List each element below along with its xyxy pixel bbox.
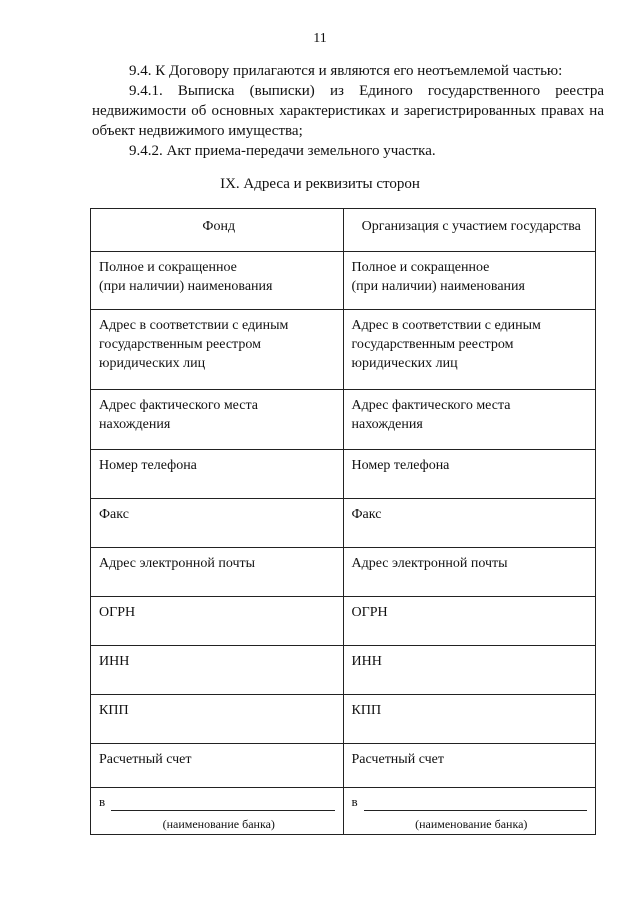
full-name-label-line2: (при наличии) наименования bbox=[99, 279, 273, 294]
cell-fund-inn: ИНН bbox=[91, 646, 344, 695]
bank-caption: (наименование банка) bbox=[415, 817, 528, 831]
actual-address-label-line1: Адрес фактического места bbox=[351, 398, 511, 413]
legal-address-label-line3: юридических лиц bbox=[351, 356, 458, 371]
row-full-name bbox=[91, 252, 596, 310]
legal-address-label-line2: государственным реестром bbox=[99, 337, 261, 352]
cell-org-kpp: КПП bbox=[343, 695, 596, 744]
cell-fund-phone: Номер телефона bbox=[91, 450, 344, 499]
row-account bbox=[91, 744, 596, 788]
bank-blank-line bbox=[111, 796, 335, 811]
row-email bbox=[91, 548, 596, 597]
cell-org-actual-address bbox=[343, 390, 596, 450]
row-legal-address bbox=[91, 310, 596, 390]
legal-address-label-line2: государственным реестром bbox=[351, 337, 514, 352]
row-actual-address bbox=[91, 390, 596, 450]
actual-address-label-line2: нахождения bbox=[351, 417, 423, 432]
cell-org-phone: Номер телефона bbox=[343, 450, 596, 499]
cell-fund-fax: Факс bbox=[91, 499, 344, 548]
full-name-label-line1: Полное и сокращенное bbox=[99, 260, 237, 275]
legal-address-label-line1: Адрес в соответствии с единым bbox=[99, 318, 289, 333]
bank-blank-line bbox=[364, 796, 588, 811]
page-number: 11 bbox=[313, 31, 327, 46]
cell-org-bank bbox=[343, 788, 596, 835]
full-name-label-line1: Полное и сокращенное bbox=[351, 260, 490, 275]
actual-address-label-line1: Адрес фактического места bbox=[99, 398, 258, 413]
bank-prefix: в bbox=[351, 794, 358, 809]
row-bank bbox=[91, 788, 596, 835]
header-organization: Организация с участием государства bbox=[343, 209, 596, 252]
paragraph-9-4-1: 9.4.1. Выписка (выписки) из Единого государственного реестра недвижимости об основных характеристиках и зарегистрированных правах на объект недвижимого имущества; bbox=[92, 83, 604, 139]
cell-fund-full-name bbox=[91, 252, 344, 310]
table-header-row bbox=[91, 209, 596, 252]
legal-address-label-line1: Адрес в соответствии с единым bbox=[351, 318, 541, 333]
cell-fund-kpp: КПП bbox=[91, 695, 344, 744]
cell-org-ogrn: ОГРН bbox=[343, 597, 596, 646]
row-ogrn bbox=[91, 597, 596, 646]
cell-org-legal-address bbox=[343, 310, 596, 390]
bank-line bbox=[99, 792, 339, 811]
section-title: IX. Адреса и реквизиты сторон bbox=[220, 176, 420, 192]
row-fax bbox=[91, 499, 596, 548]
header-fund: Фонд bbox=[91, 209, 344, 252]
cell-fund-email: Адрес электронной почты bbox=[91, 548, 344, 597]
cell-org-email: Адрес электронной почты bbox=[343, 548, 596, 597]
cell-org-inn: ИНН bbox=[343, 646, 596, 695]
paragraph-9-4: 9.4. К Договору прилагаются и являются его неотъемлемой частью: bbox=[129, 63, 563, 79]
requisites-table bbox=[90, 208, 596, 835]
cell-org-fax: Факс bbox=[343, 499, 596, 548]
cell-org-account: Расчетный счет bbox=[343, 744, 596, 788]
cell-fund-legal-address bbox=[91, 310, 344, 390]
cell-fund-actual-address bbox=[91, 390, 344, 450]
cell-fund-bank bbox=[91, 788, 344, 835]
bank-prefix: в bbox=[99, 794, 106, 809]
full-name-label-line2: (при наличии) наименования bbox=[351, 279, 525, 294]
legal-address-label-line3: юридических лиц bbox=[99, 356, 206, 371]
cell-fund-ogrn: ОГРН bbox=[91, 597, 344, 646]
row-inn bbox=[91, 646, 596, 695]
cell-org-full-name bbox=[343, 252, 596, 310]
bank-caption: (наименование банка) bbox=[162, 817, 275, 831]
actual-address-label-line2: нахождения bbox=[99, 417, 171, 432]
row-phone bbox=[91, 450, 596, 499]
paragraph-9-4-2: 9.4.2. Акт приема-передачи земельного участка. bbox=[129, 143, 436, 159]
row-kpp bbox=[91, 695, 596, 744]
cell-fund-account: Расчетный счет bbox=[91, 744, 344, 788]
bank-line bbox=[352, 792, 592, 811]
